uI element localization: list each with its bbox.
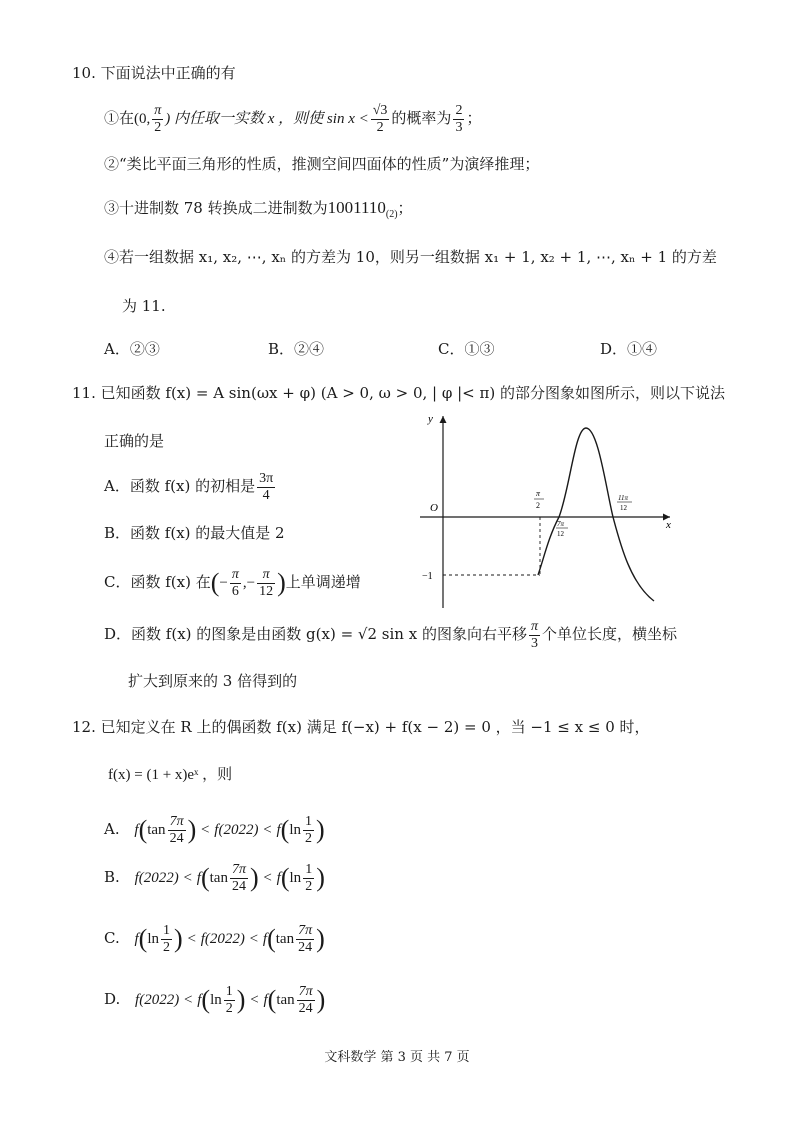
tick-11pi12-num: 11π: [618, 494, 628, 502]
minus-one-label: −1: [422, 571, 433, 582]
q11-c-text: C．函数 f(x) 在: [104, 573, 211, 591]
q10-option-b[interactable]: B．②④: [268, 340, 325, 358]
q10-s1-end: ；: [466, 109, 482, 127]
q12-option-a[interactable]: A. f(tan $\frac{7\pi}{24}$ ) < f(2022) < f(ln $\frac{1}{2}$ ): [104, 814, 325, 846]
q11-option-a[interactable]: [104, 466, 277, 506]
q11-function-graph: [420, 408, 680, 613]
q10-s1-sqrt3-half: $\frac{√3}{2}$: [372, 103, 388, 135]
q10-statement-1: [104, 98, 481, 138]
q12-option-b[interactable]: B. f(2022) < f(tan $\frac{7\pi}{24}$ ) < f(ln $\frac{1}{2}$ ): [104, 862, 325, 894]
q11-d-fraction: $\frac{\pi}{3}$: [530, 619, 538, 651]
q12-d-label: D.: [104, 990, 121, 1008]
q10-stem: 10. 下面说法中正确的有: [72, 64, 236, 82]
q10-s3-end: ；: [397, 199, 413, 217]
q11-c-post: 上单调递增: [285, 573, 361, 591]
q11-stem: 11. 已知函数 f(x) = A sin(ωx + φ) (A > 0, ω > 0, | φ |< π) 的部分图象如图所示，则以下说法: [72, 384, 725, 402]
tick-pi-half-den: 2: [536, 501, 540, 510]
q10-s3-base: (2): [385, 209, 398, 220]
q11-a-fraction: $\frac{3\pi}{4}$: [259, 471, 274, 503]
q10-statement-4-cont: 为 11.: [122, 297, 166, 315]
q11-option-b[interactable]: B．函数 f(x) 的最大值是 2: [104, 524, 285, 542]
q10-s3-pre: ③十进制数 78 转换成二进制数为: [104, 199, 328, 217]
q10-s1-post: 的概率为: [391, 109, 452, 127]
q10-option-c[interactable]: C．①③: [438, 340, 495, 358]
q11-c-frac2: $\frac{\pi}{12}$: [259, 567, 274, 599]
q12-a-label: A.: [104, 820, 120, 838]
q11-option-d[interactable]: [104, 614, 677, 654]
q11-d-post: 个单位长度，横坐标: [541, 625, 677, 643]
q10-s1-pi-half: $\frac{\pi}{2}$: [154, 103, 162, 135]
q10-s1-pre: ①在: [104, 109, 135, 127]
tick-7pi12-den: 12: [557, 530, 564, 538]
q10-option-d[interactable]: D．①④: [600, 340, 658, 358]
origin-label: O: [430, 502, 438, 514]
x-axis-label: x: [666, 519, 671, 531]
q12-stem-cont: f(x) = (1 + x)eˣ ，则: [108, 767, 233, 783]
q11-stem-cont: 正确的是: [104, 432, 165, 450]
q11-a-text: A．函数 f(x) 的初相是: [104, 477, 256, 495]
q10-statement-4: ④若一组数据 x₁, x₂, ⋯, xₙ 的方差为 10，则另一组数据 x₁ + 1, x₂ + 1, ⋯, xₙ + 1 的方差: [104, 248, 717, 266]
y-axis-label: y: [428, 413, 433, 425]
q12-stem: 12. 已知定义在 R 上的偶函数 f(x) 满足 f(−x) + f(x − 2) = 0 ，当 −1 ≤ x ≤ 0 时，: [72, 718, 650, 736]
q10-s3-binary: 1001110: [327, 198, 386, 217]
q11-c-frac1: $\frac{\pi}{6}$: [231, 567, 239, 599]
page-footer: 文科数学 第 3 页 共 7 页: [324, 1050, 470, 1065]
sine-curve: [538, 428, 654, 601]
q10-statement-3: [104, 198, 413, 221]
q12-c-label: C.: [104, 929, 120, 947]
q10-statement-2: ②“类比平面三角形的性质，推测空间四面体的性质”为演绎推理；: [104, 155, 540, 173]
q10-s1-mid: ) 内任取一实数 x ，则使 sin x <: [165, 111, 369, 127]
q11-d-text: D．函数 f(x) 的图象是由函数 g(x) = √2 sin x 的图象向右平移: [104, 625, 527, 643]
q11-option-c[interactable]: C．函数 f(x) 在(− $\frac{\pi}{6}$ ,− $\frac{\pi}{12}$ )上单调递增: [104, 567, 361, 599]
q10-s1-probability: $\frac{2}{3}$: [455, 103, 463, 135]
q12-b-label: B.: [104, 868, 120, 886]
tick-11pi12-den: 12: [620, 504, 627, 512]
q11-option-d-cont: 扩大到原来的 3 倍得到的: [128, 672, 298, 690]
q10-s1-interval: (0,: [134, 111, 151, 127]
q12-option-d[interactable]: D. f(2022) < f(ln $\frac{1}{2}$ ) < f(tan $\frac{7\pi}{24}$ ): [104, 984, 326, 1016]
q10-option-a[interactable]: A．②③: [104, 340, 160, 358]
tick-pi-half-num: π: [536, 489, 541, 498]
q12-option-c[interactable]: C. f(ln $\frac{1}{2}$ ) < f(2022) < f(tan $\frac{7\pi}{24}$ ): [104, 923, 325, 955]
tick-7pi12-num: 7π: [557, 520, 565, 528]
